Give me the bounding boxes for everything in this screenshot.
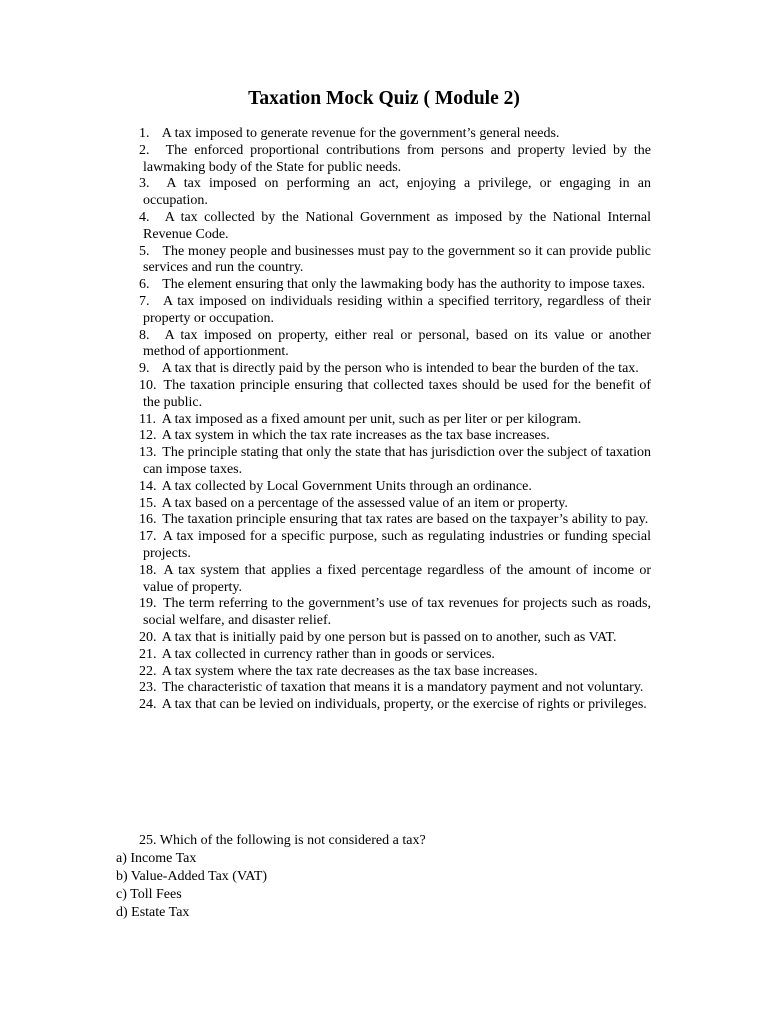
question-text: A tax imposed for a specific purpose, such as regulating industries or funding special projects. [143, 529, 651, 561]
question-number: 5. [139, 243, 150, 259]
question-text: The enforced proportional contributions from persons and property levied by the lawmaking body of the State for public needs. [143, 142, 651, 175]
option-b: b) Value-Added Tax (VAT) [116, 869, 268, 884]
question-number: 13. [139, 445, 157, 461]
question-text: The characteristic of taxation that means it is a mandatory payment and not voluntary. [162, 680, 644, 696]
question-item [139, 126, 651, 143]
question-item [139, 378, 651, 412]
question-number: 8. [139, 327, 150, 343]
question-text: A tax imposed on performing an act, enjoying a privilege, or engaging in an occupation. [143, 176, 651, 209]
question-text: A tax collected by Local Government Units through an ordinance. [161, 478, 532, 494]
question-item [139, 697, 651, 714]
question-item [139, 479, 651, 496]
option-a: a) Income Tax [116, 851, 197, 866]
question-item [139, 512, 651, 529]
question-text: The taxation principle ensuring that tax rates are based on the taxpayer’s ability to pay. [162, 512, 649, 528]
question-text: A tax imposed on individuals residing within a specified territory, regardless of their property or occupation. [143, 293, 651, 326]
question-item [139, 630, 651, 647]
question-item [139, 361, 651, 378]
question-text: The taxation principle ensuring that collected taxes should be used for the benefit of the public. [143, 377, 651, 410]
question-item [139, 428, 651, 445]
question-text: A tax based on a percentage of the assessed value of an item or property. [161, 495, 568, 511]
question-number: 20. [139, 629, 157, 645]
question-number: 18. [139, 562, 157, 578]
question-item [139, 244, 651, 278]
option-d: d) Estate Tax [116, 905, 190, 920]
question-text: A tax imposed on property, either real or personal, based on its value or another method of apportionment. [143, 327, 651, 360]
question-item [139, 412, 651, 429]
question-number: 11. [139, 411, 156, 427]
question-item [139, 294, 651, 328]
question-item [139, 680, 651, 697]
question-text: A tax that is directly paid by the person who is intended to bear the burden of the tax. [161, 361, 639, 377]
question-number: 4. [139, 209, 150, 225]
question-number: 22. [139, 663, 157, 679]
question-number: 2. [139, 142, 150, 158]
question-text: The principle stating that only the state that has jurisdiction over the subject of taxation can impose taxes. [143, 445, 651, 477]
question-text: A tax that can be levied on individuals, property, or the exercise of rights or privileges. [161, 697, 647, 713]
question-text: A tax system where the tax rate decreases as the tax base increases. [161, 663, 538, 679]
question-text: A tax system in which the tax rate increases as the tax base increases. [161, 428, 550, 444]
question-item [139, 647, 651, 664]
question-text: A tax collected by the National Government as imposed by the National Internal Revenue Code. [143, 209, 651, 242]
question-number: 24. [139, 697, 157, 713]
question-number: 12. [139, 428, 157, 444]
question-item [139, 529, 651, 563]
question-number: 14. [139, 478, 157, 494]
question-text: A tax imposed to generate revenue for the government’s general needs. [161, 126, 560, 141]
option-c: c) Toll Fees [116, 887, 182, 902]
question-text: The element ensuring that only the lawmaking body has the authority to impose taxes. [162, 277, 646, 293]
question-text: A tax imposed as a fixed amount per unit, such as per liter or per kilogram. [161, 411, 582, 427]
question-number: 9. [139, 361, 150, 377]
question-item [139, 277, 651, 294]
question-text: A tax system that applies a fixed percentage regardless of the amount of income or value of property. [143, 562, 652, 595]
question-number: 17. [139, 529, 157, 545]
question-number: 21. [139, 646, 157, 662]
question-item [139, 328, 651, 362]
question-text: A tax collected in currency rather than in goods or services. [161, 646, 495, 662]
question-number: 1. [139, 126, 150, 141]
question-number: 16. [139, 512, 157, 528]
question-number: 19. [139, 596, 157, 612]
question-item [139, 596, 651, 630]
question-text: The money people and businesses must pay to the government so it can provide public services and run the country. [143, 243, 651, 276]
question-number: 10. [139, 377, 157, 393]
question-item [139, 563, 651, 597]
question-item [139, 176, 651, 210]
question-number: 23. [139, 680, 157, 696]
question-number: 15. [139, 495, 157, 511]
question-item [139, 143, 651, 177]
question-item [139, 445, 651, 479]
question-number: 6. [139, 277, 150, 293]
question-item [139, 210, 651, 244]
question-number: 3. [139, 176, 150, 192]
question-text: A tax that is initially paid by one person but is passed on to another, such as VAT. [161, 629, 617, 645]
question-list [139, 126, 651, 714]
quiz-title: Taxation Mock Quiz ( Module 2) [248, 88, 520, 109]
question-number: 7. [139, 293, 150, 309]
question-25: 25. Which of the following is not considered a tax? [139, 833, 426, 848]
answer-options [116, 850, 267, 922]
question-item [139, 664, 651, 681]
question-item [139, 496, 651, 513]
question-text: The term referring to the government’s use of tax revenues for projects such as roads, social welfare, and disaster relief. [143, 596, 652, 629]
